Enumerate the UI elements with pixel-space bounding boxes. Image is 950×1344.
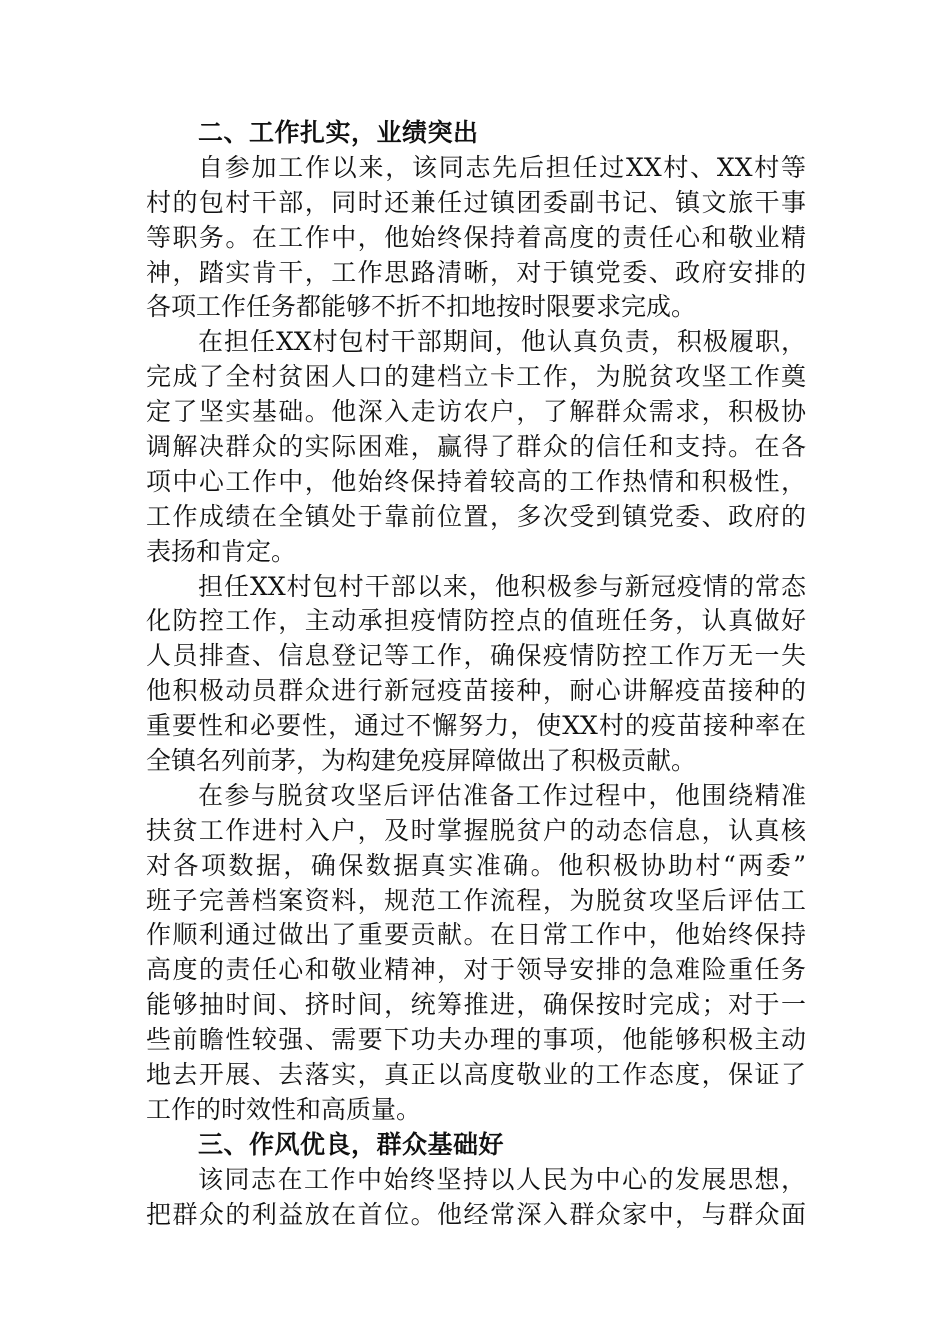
paragraph-line: 高度的责任心和敬业精神，对于领导安排的急难险重任务 (146, 955, 806, 985)
paragraph-line: 把群众的利益放在首位。他经常深入群众家中，与群众面 (146, 1199, 806, 1229)
section-heading-2: 二、工作扎实，业绩突出 (198, 118, 479, 147)
section-heading-3: 三、作风优良，群众基础好 (198, 1129, 505, 1159)
paragraph-2 (146, 325, 806, 569)
paragraph-line: 村的包村干部，同时还兼任过镇团委副书记、镇文旅干事 (146, 187, 806, 217)
paragraph-line: 该同志在工作中始终坚持以人民为中心的发展思想， (198, 1164, 806, 1194)
paragraph-line: 担任XX村包村干部以来，他积极参与新冠疫情的常态 (198, 571, 806, 601)
paragraph-3 (146, 570, 806, 779)
paragraph-line: 能够抽时间、挤时间，统筹推进，确保按时完成；对于一 (146, 990, 806, 1020)
paragraph-1 (146, 151, 806, 325)
paragraph-line: 调解决群众的实际困难，赢得了群众的信任和支持。在各 (146, 432, 806, 462)
paragraph-line: 作顺利通过做出了重要贡献。在日常工作中，他始终保持 (146, 920, 806, 950)
document-body (146, 116, 806, 1233)
paragraph-line: 重要性和必要性，通过不懈努力，使XX村的疫苗接种率在 (146, 711, 806, 741)
paragraph-line: 表扬和肯定。 (146, 536, 297, 566)
paragraph-line: 全镇名列前茅，为构建免疫屏障做出了积极贡献。 (146, 746, 697, 776)
paragraph-line: 工作成绩在全镇处于靠前位置，多次受到镇党委、政府的 (146, 501, 806, 531)
paragraph-line: 他积极动员群众进行新冠疫苗接种，耐心讲解疫苗接种的 (146, 676, 806, 706)
paragraph-line: 完成了全村贫困人口的建档立卡工作，为脱贫攻坚工作奠 (146, 362, 806, 392)
paragraph-line: 自参加工作以来，该同志先后担任过XX村、XX村等 (198, 152, 806, 182)
paragraph-line: 工作的时效性和高质量。 (146, 1094, 422, 1124)
paragraph-line: 各项工作任务都能够不折不扣地按时限要求完成。 (146, 292, 697, 322)
paragraph-line: 在参与脱贫攻坚后评估准备工作过程中，他围绕精准 (198, 780, 806, 810)
paragraph-line: 班子完善档案资料，规范工作流程，为脱贫攻坚后评估工 (146, 885, 806, 915)
paragraph-line: 些前瞻性较强、需要下功夫办理的事项，他能够积极主动 (146, 1025, 806, 1055)
paragraph-line: 神，踏实肯干，工作思路清晰，对于镇党委、政府安排的 (146, 257, 806, 287)
paragraph-line: 定了坚实基础。他深入走访农户，了解群众需求，积极协 (146, 397, 806, 427)
paragraph-line: 地去开展、去落实，真正以高度敬业的工作态度，保证了 (146, 1060, 806, 1090)
paragraph-line: 在担任XX村包村干部期间，他认真负责，积极履职， (198, 327, 806, 357)
paragraph-line: 化防控工作，主动承担疫情防控点的值班任务，认真做好 (146, 606, 806, 636)
paragraph-line: 对各项数据，确保数据真实准确。他积极协助村“两委” (146, 850, 806, 880)
paragraph-5 (146, 1163, 806, 1233)
paragraph-line: 人员排查、信息登记等工作，确保疫情防控工作万无一失 (146, 641, 806, 671)
paragraph-line: 等职务。在工作中，他始终保持着高度的责任心和敬业精 (146, 222, 806, 252)
paragraph-line: 扶贫工作进村入户，及时掌握脱贫户的动态信息，认真核 (146, 815, 806, 845)
paragraph-line: 项中心工作中，他始终保持着较高的工作热情和积极性， (146, 466, 806, 496)
paragraph-4 (146, 779, 806, 1128)
